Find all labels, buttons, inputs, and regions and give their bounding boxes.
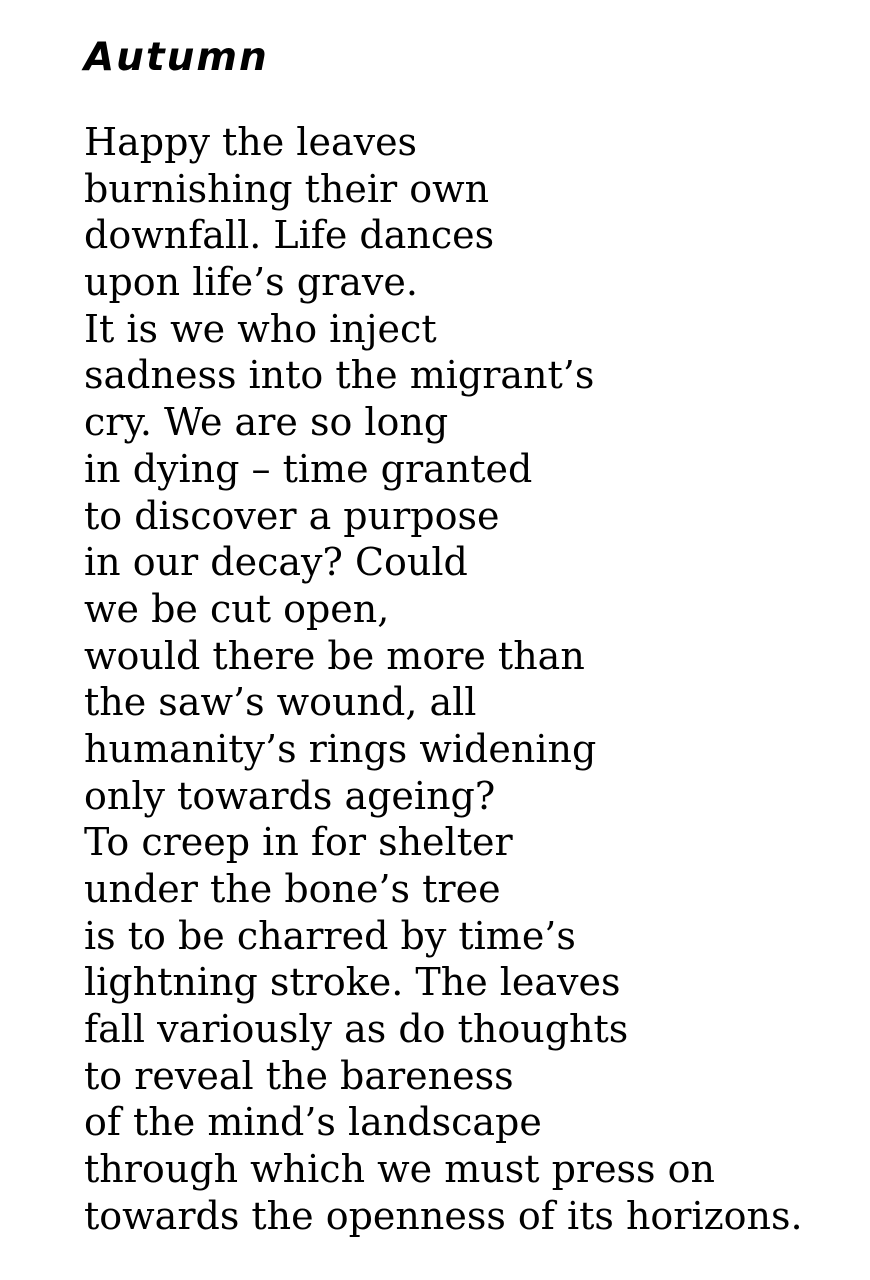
poem-line: under the bone’s tree [84, 867, 501, 911]
poem-line: we be cut open, [84, 586, 390, 631]
poem-body [84, 119, 803, 1240]
poem-line: fall variously as do thoughts [84, 1007, 629, 1052]
poem-line: the saw’s wound, all [84, 680, 477, 725]
poem-line: downfall. Life dances [84, 213, 495, 258]
poem-line: sadness into the migrant’s [84, 353, 595, 398]
poem-line: in our decay? Could [84, 540, 468, 585]
poem-line: To creep in for shelter [84, 820, 513, 865]
poem-line: in dying – time granted [84, 446, 533, 491]
poem-line: humanity’s rings widening [84, 726, 597, 771]
poem-line: towards the openness of its horizons. [84, 1193, 803, 1238]
poem-title: Autumn [84, 35, 269, 80]
poem-line: to reveal the bareness [84, 1053, 514, 1098]
poem-line: burnishing their own [84, 166, 490, 211]
poem-line: of the mind’s landscape [84, 1100, 542, 1145]
poem-line: lightning stroke. The leaves [84, 960, 621, 1005]
poem-line: through which we must press on [84, 1147, 715, 1192]
poem-line: Happy the leaves [84, 120, 418, 164]
poem-line: It is we who inject [84, 306, 437, 351]
poem-line: would there be more than [84, 633, 585, 678]
poem-line: is to be charred by time’s [84, 913, 576, 958]
poem-line: cry. We are so long [84, 400, 449, 445]
poem-line: upon life’s grave. [84, 260, 418, 305]
poem-line: only towards ageing? [84, 773, 496, 818]
poem-line: to discover a purpose [84, 493, 500, 538]
